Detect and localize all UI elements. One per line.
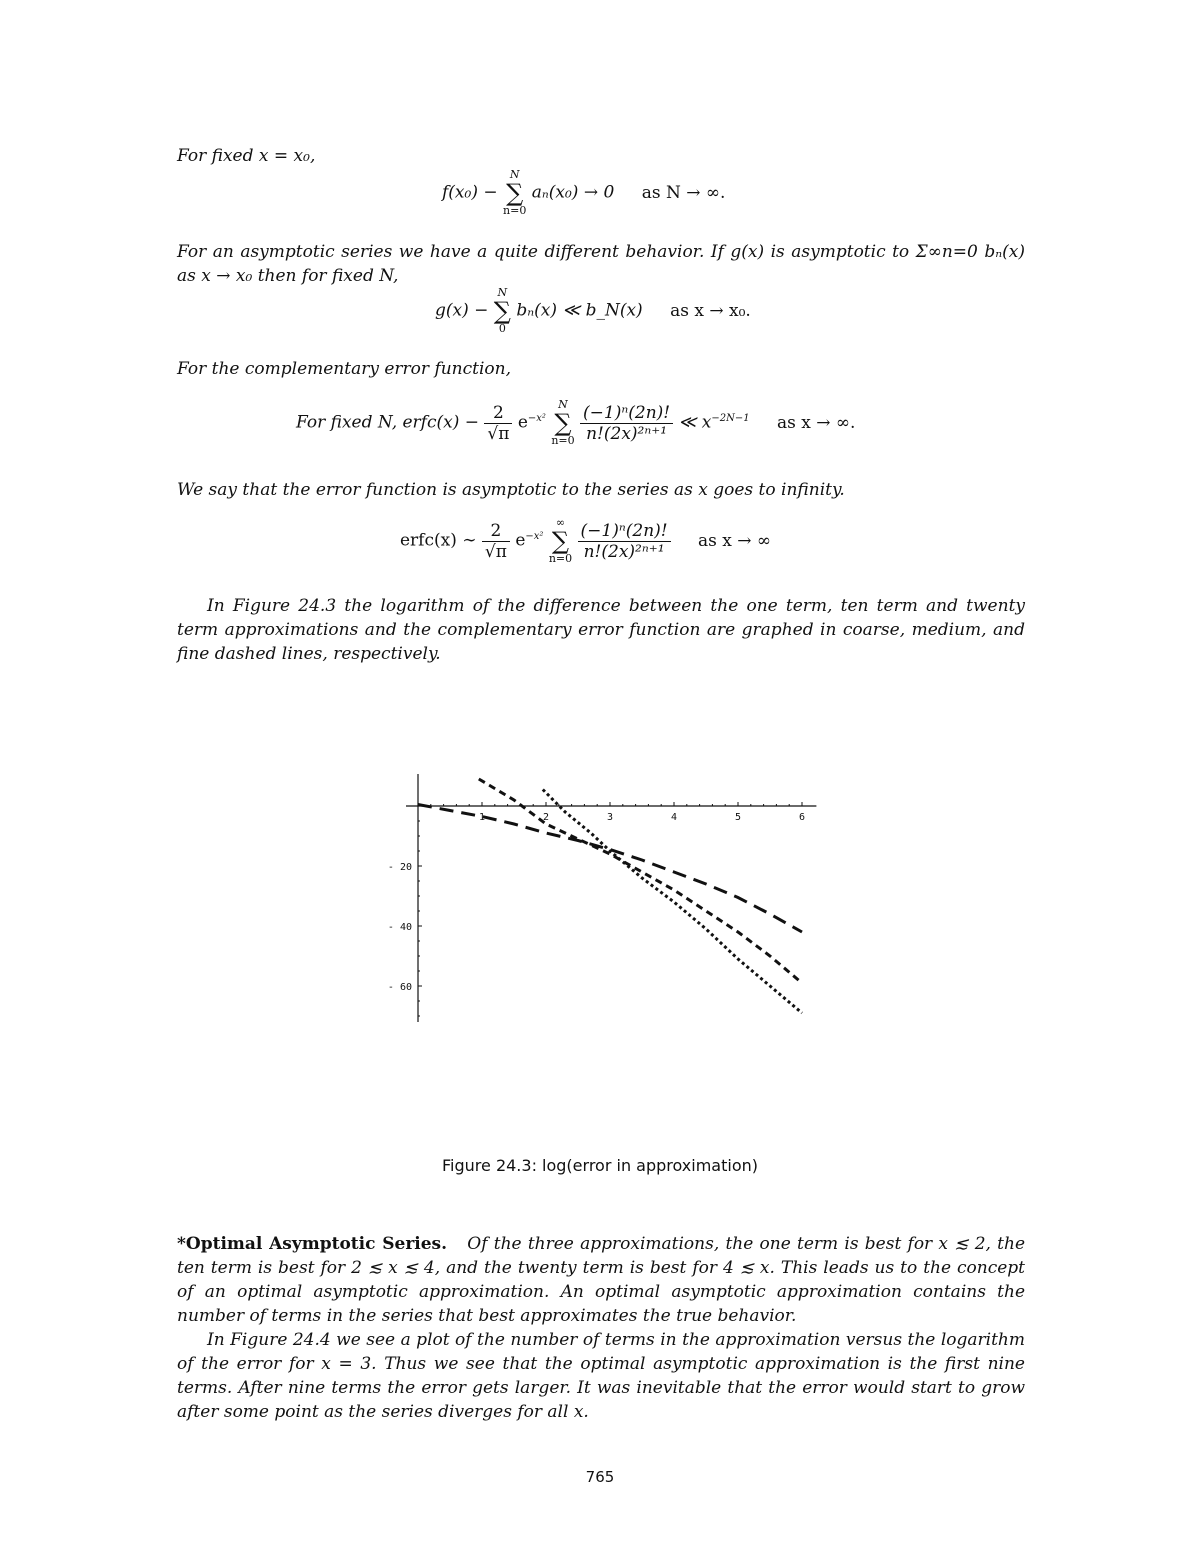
- optimal-series-body: Of the three approximations, the one term is best for x ≲ 2, the ten term is best for 2 ≲ x ≲ 4, and the twenty term is best for 4 ≲ x. This leads us to the concept of an optimal asymptotic approximation. An optimal asymptotic approximation contains the number of terms in the series that best approximates the true behavior.: [177, 1234, 1026, 1326]
- y-tick-label: - 40: [387, 922, 412, 933]
- x-tick-label: 2: [543, 812, 550, 823]
- series-line-coarse: [418, 805, 802, 933]
- page-number: 765: [585, 1468, 615, 1486]
- eq3-frac-den: √π: [487, 423, 510, 444]
- text-fixed-x: For fixed x = x₀,: [177, 146, 316, 166]
- text-optimal-series: [177, 1232, 1025, 1328]
- eq1-condition: as N → ∞.: [641, 182, 726, 203]
- eq3-frac-num: 2: [484, 403, 512, 424]
- eq3-sum-bottom: n=0: [551, 434, 575, 447]
- eq4-frac: [482, 521, 510, 562]
- x-tick-label: 5: [735, 812, 742, 823]
- eq1-body: aₙ(x₀) → 0: [531, 182, 615, 203]
- error-chart: [380, 760, 830, 1040]
- text-asymptotic-behavior: For an asymptotic series we have a quite different behavior. If g(x) is asymptotic to Σ∞n=0 bₙ(x) as x → x₀ then for fixed N,: [177, 242, 1025, 286]
- sum-sigma-icon: ∑: [554, 409, 572, 437]
- text-asymptotic-infinity: We say that the error function is asymptotic to the series as x goes to infinity.: [177, 480, 845, 500]
- eq1-sum-bottom: n=0: [503, 204, 527, 217]
- text-figure-24-4: In Figure 24.4 we see a plot of the number of terms in the approximation versus the logarithm of the error for x = 3. Thus we see that the optimal asymptotic approximation is the first nine terms. After nine terms the error gets larger. It was inevitable that the error would start to grow after some point as the series diverges for all x.: [177, 1330, 1025, 1422]
- x-tick-label: 1: [479, 812, 486, 823]
- eq3-term-num: (−1)ⁿ(2n)!: [580, 403, 673, 424]
- eq3-term-den: n!(2x)²ⁿ⁺¹: [586, 423, 668, 444]
- eq4-exp: e: [515, 530, 526, 551]
- eq2-body: bₙ(x) ≪ b_N(x): [516, 300, 643, 321]
- eq4-condition: as x → ∞: [698, 530, 772, 551]
- eq3-lead: For fixed N, erfc(x) −: [296, 412, 479, 433]
- eq3-sum-top: N: [558, 398, 568, 411]
- eq3-rhs: ≪ x: [678, 412, 712, 433]
- x-tick-label: 3: [607, 812, 614, 823]
- series-line-medium: [479, 779, 802, 983]
- eq3-rhs-sup: −2N−1: [711, 412, 750, 424]
- figure-caption: Figure 24.3: log(error in approximation): [442, 1156, 758, 1175]
- eq4-term-num: (−1)ⁿ(2n)!: [578, 521, 671, 542]
- eq4-term-den: n!(2x)²ⁿ⁺¹: [583, 541, 665, 562]
- sum-sigma-icon: ∑: [551, 527, 570, 555]
- equation-erfc-fixed-n: [296, 398, 855, 448]
- y-tick-label: - 20: [387, 862, 412, 873]
- eq3-exp-sup: −x²: [527, 412, 546, 424]
- eq1-sum-top: N: [509, 168, 520, 181]
- text-figure-description: In Figure 24.3 the logarithm of the difference between the one term, ten term and twenty term approximations and the complementary error function are graphed in coarse, medium, and fine dashed lines, respectively.: [177, 596, 1025, 664]
- eq4-sum-top: ∞: [555, 516, 566, 529]
- eq4-frac-num: 2: [482, 521, 510, 542]
- x-tick-label: 4: [671, 812, 678, 823]
- eq4-sum-bottom: n=0: [548, 552, 573, 565]
- eq2-sum-top: N: [497, 286, 508, 299]
- series-line-fine: [543, 790, 802, 1014]
- section-heading: *Optimal Asymptotic Series.: [177, 1234, 448, 1254]
- eq3-term: [580, 403, 673, 444]
- eq3-sum: [551, 398, 574, 448]
- eq2-lhs: g(x) −: [435, 300, 489, 321]
- x-tick-label: 6: [799, 812, 806, 823]
- eq2-sum-bottom: 0: [498, 322, 506, 335]
- eq4-exp-sup: −x²: [525, 530, 544, 542]
- sum-sigma-icon: ∑: [506, 179, 524, 207]
- eq4-lhs: erfc(x) ∼: [400, 530, 477, 551]
- y-tick-label: - 60: [387, 982, 412, 993]
- eq3-condition: as x → ∞.: [776, 412, 856, 433]
- equation-convergent: [442, 168, 725, 218]
- eq4-sum: [549, 516, 572, 566]
- eq2-condition: as x → x₀.: [670, 300, 751, 321]
- eq2-sum: [494, 286, 511, 336]
- eq1-sum: [503, 168, 526, 218]
- eq4-term: [578, 521, 671, 562]
- equation-erfc-asymptotic: [400, 516, 771, 566]
- eq1-lhs: f(x₀) −: [442, 182, 498, 203]
- equation-asymptotic: [435, 286, 751, 336]
- text-complementary-error: For the complementary error function,: [177, 359, 512, 379]
- eq3-frac: [484, 403, 512, 444]
- eq3-exp: e: [517, 412, 528, 433]
- eq4-frac-den: √π: [484, 541, 507, 562]
- sum-sigma-icon: ∑: [493, 297, 511, 325]
- chart-ticks: [388, 802, 805, 1016]
